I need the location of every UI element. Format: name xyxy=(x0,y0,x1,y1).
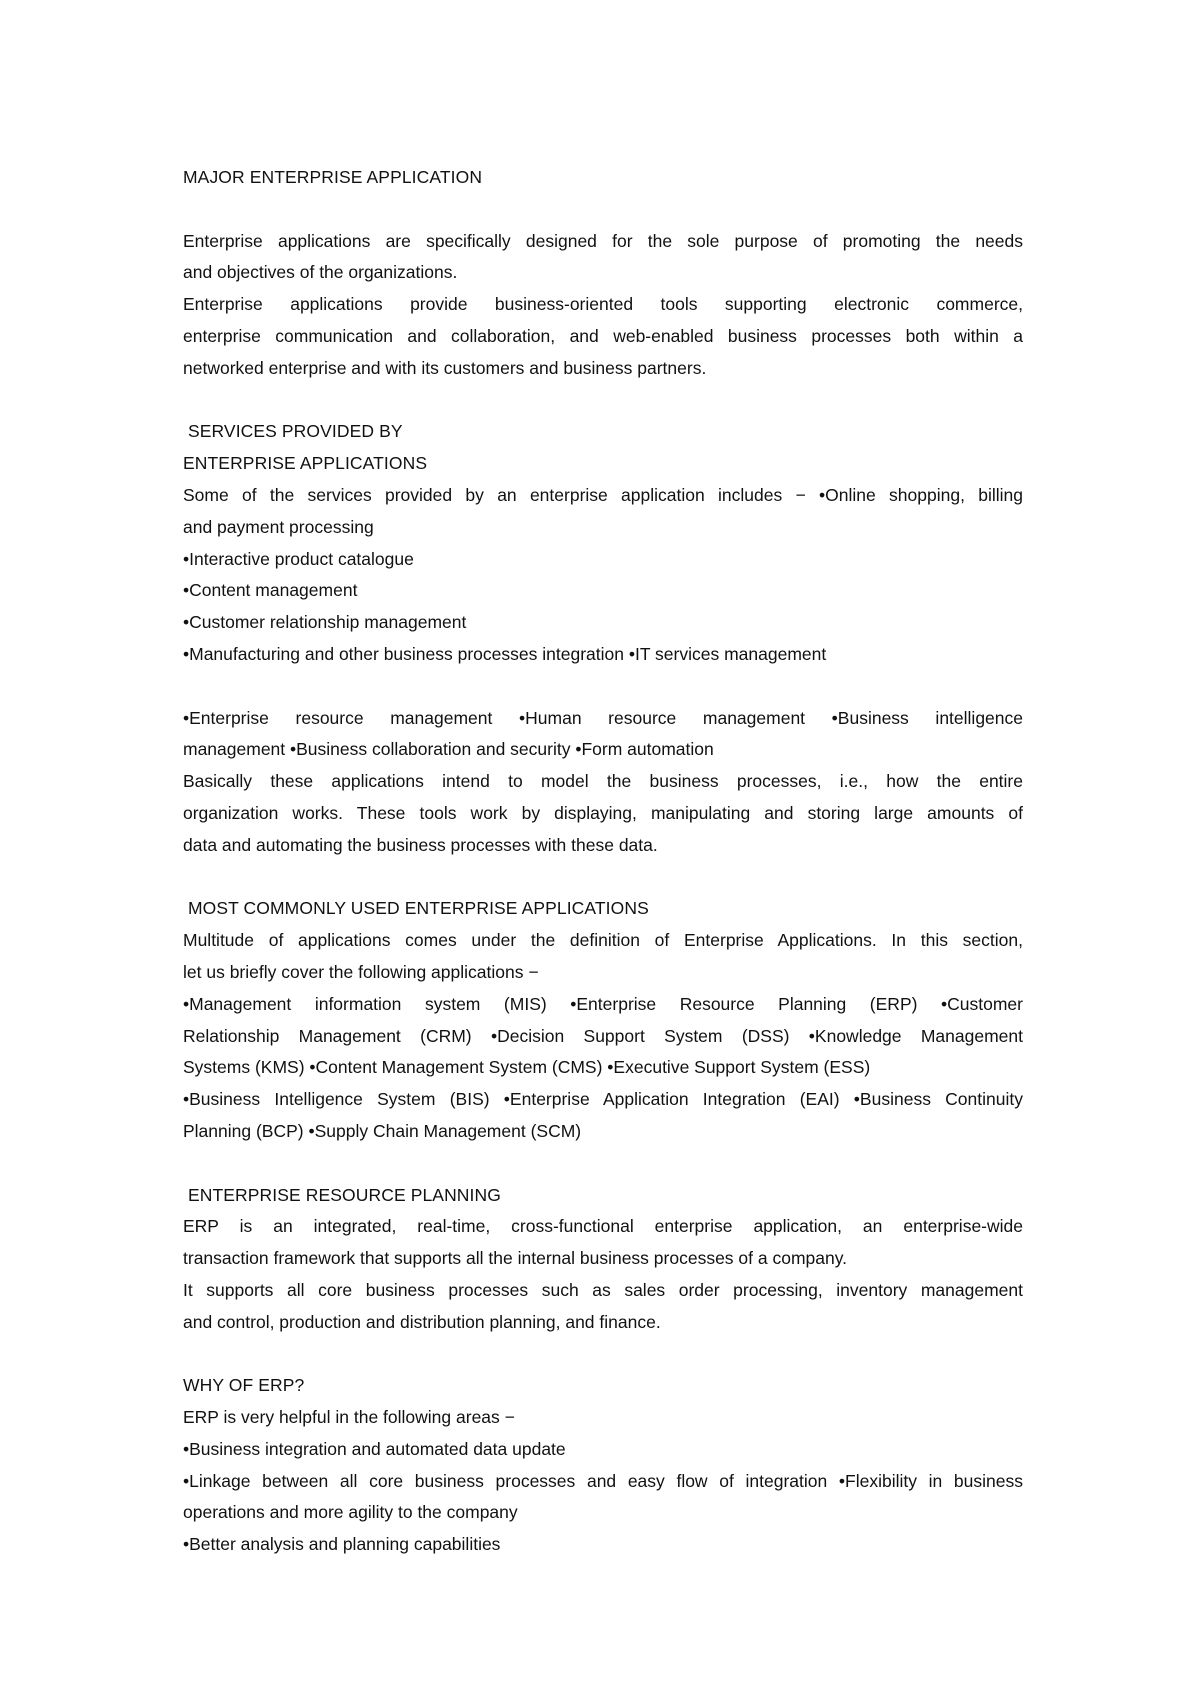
intro-section xyxy=(183,226,1023,385)
document-title: MAJOR ENTERPRISE APPLICATION xyxy=(183,167,483,187)
spacer xyxy=(183,1338,1023,1370)
intro-line: Enterprise applications are specifically designed for the sole purpose of promoting the needs xyxy=(183,230,1023,251)
services-line: data and automating the business processes with these data. xyxy=(183,834,658,855)
document-page xyxy=(183,162,1023,1561)
most-used-list-item: •Management information system (MIS) •Enterprise Resource Planning (ERP) •Customer xyxy=(183,993,1023,1014)
most-used-line: let us briefly cover the following applications − xyxy=(183,961,539,982)
services-list-item: •Customer relationship management xyxy=(183,612,467,633)
why-erp-heading: WHY OF ERP? xyxy=(183,1375,305,1396)
services-heading: ENTERPRISE APPLICATIONS xyxy=(183,453,428,474)
spacer xyxy=(183,862,1023,894)
services-heading: SERVICES PROVIDED BY xyxy=(183,421,403,442)
spacer xyxy=(183,194,1023,226)
most-used-section xyxy=(183,893,1023,1147)
services-line: and payment processing xyxy=(183,516,374,537)
intro-line: Enterprise applications provide business-oriented tools supporting electronic commerce, xyxy=(183,294,1023,315)
intro-line: and objectives of the organizations. xyxy=(183,262,458,283)
why-erp-section xyxy=(183,1370,1023,1561)
why-erp-list-item: •Linkage between all core business processes and easy flow of integration •Flexibility in business xyxy=(183,1470,1023,1491)
erp-line: It supports all core business processes such as sales order processing, inventory management xyxy=(183,1279,1023,1300)
most-used-list-item: Systems (KMS) •Content Management System (CMS) •Executive Support System (ESS) xyxy=(183,1057,871,1078)
most-used-list-item: Relationship Management (CRM) •Decision Support System (DSS) •Knowledge Management xyxy=(183,1025,1023,1046)
why-erp-list-item: operations and more agility to the company xyxy=(183,1502,518,1523)
intro-line: networked enterprise and with its customers and business partners. xyxy=(183,357,707,378)
services-line: Some of the services provided by an enterprise application includes − •Online shopping, billing xyxy=(183,484,1023,505)
intro-line: enterprise communication and collaboration, and web-enabled business processes both within a xyxy=(183,325,1023,346)
erp-section xyxy=(183,1180,1023,1339)
most-used-list-item: •Business Intelligence System (BIS) •Enterprise Application Integration (EAI) •Business Continuity xyxy=(183,1089,1023,1110)
services-list-item: management •Business collaboration and security •Form automation xyxy=(183,739,714,760)
services-line: Basically these applications intend to model the business processes, i.e., how the entire xyxy=(183,771,1023,792)
erp-line: ERP is an integrated, real-time, cross-functional enterprise application, an enterprise-wide xyxy=(183,1216,1023,1237)
spacer xyxy=(183,671,1023,703)
spacer xyxy=(183,385,1023,417)
why-erp-line: ERP is very helpful in the following areas − xyxy=(183,1407,515,1428)
erp-heading: ENTERPRISE RESOURCE PLANNING xyxy=(183,1184,501,1205)
most-used-heading: MOST COMMONLY USED ENTERPRISE APPLICATIONS xyxy=(183,898,649,919)
services-list-item: •Interactive product catalogue xyxy=(183,548,414,569)
services-section xyxy=(183,416,1023,861)
erp-line: transaction framework that supports all the internal business processes of a company. xyxy=(183,1248,848,1269)
services-list-item: •Enterprise resource management •Human resource management •Business intelligence xyxy=(183,707,1023,728)
why-erp-list-item: •Better analysis and planning capabilities xyxy=(183,1534,501,1555)
services-list-item: •Content management xyxy=(183,580,358,601)
most-used-list-item: Planning (BCP) •Supply Chain Management (SCM) xyxy=(183,1120,582,1141)
why-erp-list-item: •Business integration and automated data update xyxy=(183,1438,566,1459)
spacer xyxy=(183,1148,1023,1180)
erp-line: and control, production and distribution planning, and finance. xyxy=(183,1311,661,1332)
services-list-item: •Manufacturing and other business processes integration •IT services management xyxy=(183,643,827,664)
most-used-line: Multitude of applications comes under the definition of Enterprise Applications. In this section, xyxy=(183,930,1023,951)
services-line: organization works. These tools work by displaying, manipulating and storing large amounts of xyxy=(183,802,1023,823)
